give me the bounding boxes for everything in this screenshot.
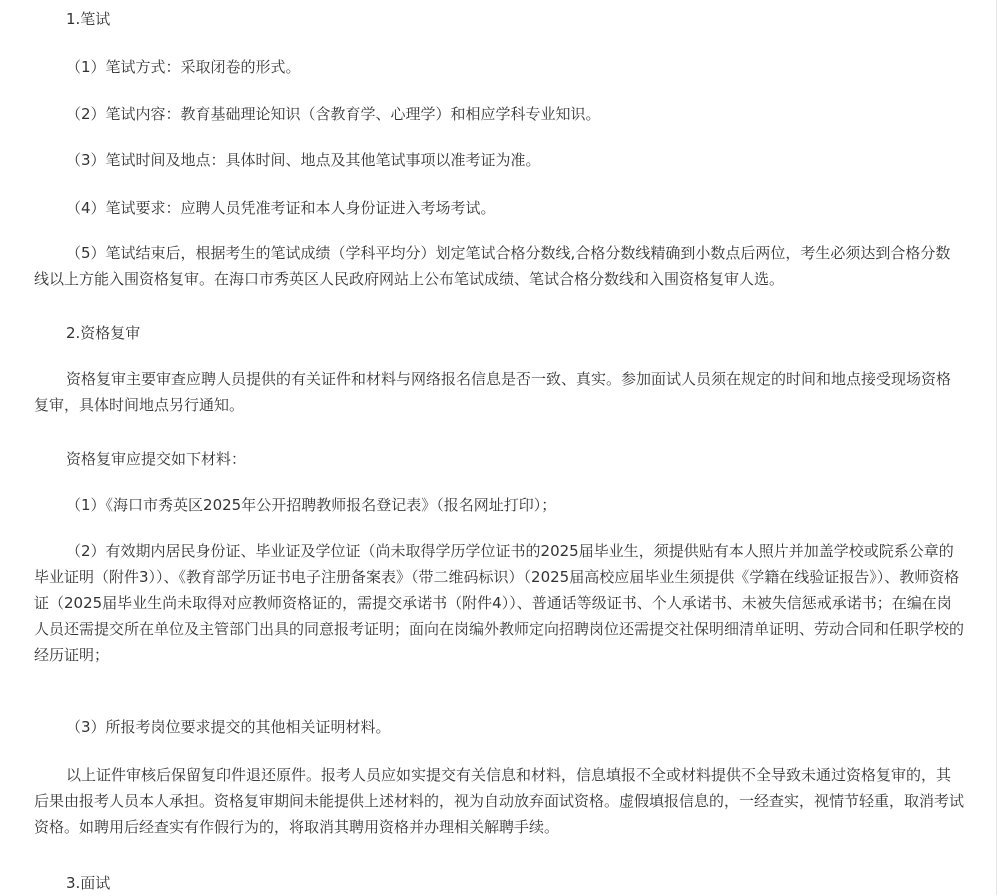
section-heading-written-exam: 1.笔试	[66, 10, 111, 28]
section-heading-interview: 3.面试	[66, 874, 111, 892]
qualification-review-closing: 以上证件审核后保留复印件退还原件。报考人员应如实提交有关信息和材料，信息填报不全或材料提供不全导致未通过资格复审的，其后果由报考人员本人承担。资格复审期间未能提供上述材料的，视为自动放弃面试资格。虚假填报信息的，一经查实，视情节轻重，取消考试资格。如聘用后经查实有作假行为的，将取消其聘用资格并办理相关解聘手续。	[34, 766, 965, 836]
written-exam-item-5: （5）笔试结束后，根据考生的笔试成绩（学科平均分）划定笔试合格分数线,合格分数线精确到小数点后两位，考生必须达到合格分数线以上方能入围资格复审。在海口市秀英区人民政府网站上公布笔试成绩、笔试合格分数线和入围资格复审人选。	[34, 244, 951, 288]
qualification-material-2: （2）有效期内居民身份证、毕业证及学位证（尚未取得学历学位证书的2025届毕业生，须提供贴有本人照片并加盖学校或院系公章的毕业证明（附件3））、《教育部学历证书电子注册备案表》（带二维码标识）（2025届高校应届毕业生须提供《学籍在线验证报告》）、教师资格证（2025届毕业生尚未取得对应教师资格证的，需提交承诺书（附件4））、普通话等级证书、个人承诺书、未被失信惩戒承诺书；在编在岗人员还需提交所在单位及主管部门出具的同意报考证明；面向在岗编外教师定向招聘岗位还需提交社保明细清单证明、劳动合同和任职学校的经历证明；	[34, 542, 965, 664]
section-heading-qualification-review: 2.资格复审	[66, 324, 141, 342]
qualification-material-3: （3）所报考岗位要求提交的其他相关证明材料。	[66, 718, 391, 736]
written-exam-item-4: （4）笔试要求：应聘人员凭准考证和本人身份证进入考场考试。	[66, 199, 496, 217]
written-exam-item-2: （2）笔试内容：教育基础理论知识（含教育学、心理学）和相应学科专业知识。	[66, 105, 601, 123]
written-exam-item-3: （3）笔试时间及地点：具体时间、地点及其他笔试事项以准考证为准。	[66, 151, 541, 169]
qualification-materials-lead: 资格复审应提交如下材料：	[66, 450, 247, 468]
qualification-review-intro: 资格复审主要审查应聘人员提供的有关证件和材料与网络报名信息是否一致、真实。参加面试人员须在规定的时间和地点接受现场资格复审，具体时间地点另行通知。	[34, 370, 952, 414]
qualification-material-1: （1）《海口市秀英区2025年公开招聘教师报名登记表》（报名网址打印）；	[66, 496, 557, 514]
written-exam-item-1: （1）笔试方式：采取闭卷的形式。	[66, 58, 301, 76]
